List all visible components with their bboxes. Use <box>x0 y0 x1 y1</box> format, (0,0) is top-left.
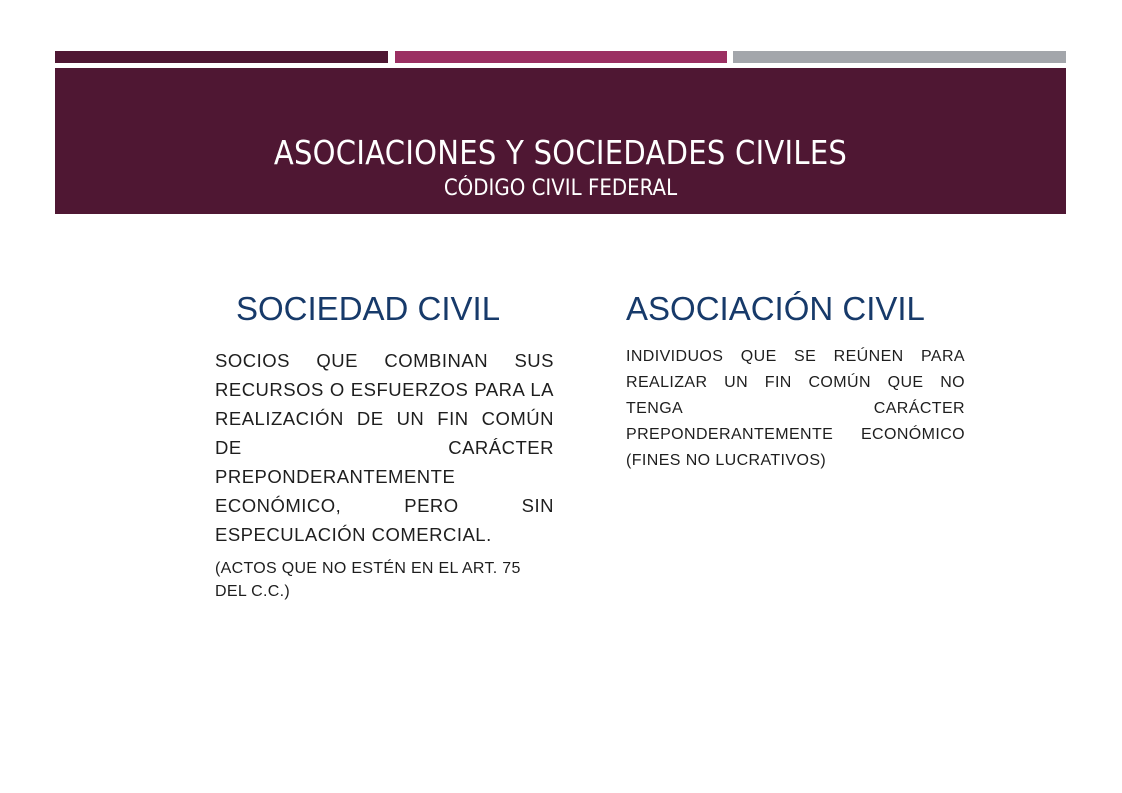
asociacion-civil-heading: ASOCIACIÓN CIVIL <box>626 290 925 327</box>
sociedad-civil-note: (ACTOS QUE NO ESTÉN EN EL ART. 75 DEL C.C.) <box>215 560 521 600</box>
accent-bar-gray <box>733 51 1066 63</box>
slide-subtitle: CÓDIGO CIVIL FEDERAL <box>443 176 678 201</box>
sociedad-civil-column <box>215 290 554 603</box>
sociedad-civil-definition: SOCIOS QUE COMBINAN SUS RECURSOS O ESFUERZOS PARA LA REALIZACIÓN DE UN FIN COMÚN DE CARÁCTER PREPONDERANTEMENTE ECONÓMICO, PERO SIN ESPECULACIÓN COMERCIAL. <box>215 350 554 545</box>
accent-bar-magenta <box>395 51 727 63</box>
asociacion-civil-definition: INDIVIDUOS QUE SE REÚNEN PARA REALIZAR UN FIN COMÚN QUE NO TENGA CARÁCTER PREPONDERANTEMENTE ECONÓMICO (FINES NO LUCRATIVOS) <box>626 348 965 469</box>
accent-bar-dark <box>55 51 388 63</box>
sociedad-civil-heading: SOCIEDAD CIVIL <box>236 290 501 327</box>
asociacion-civil-column <box>626 290 965 474</box>
title-band <box>55 68 1066 214</box>
slide-title: ASOCIACIONES Y SOCIEDADES CIVILES <box>273 133 848 172</box>
